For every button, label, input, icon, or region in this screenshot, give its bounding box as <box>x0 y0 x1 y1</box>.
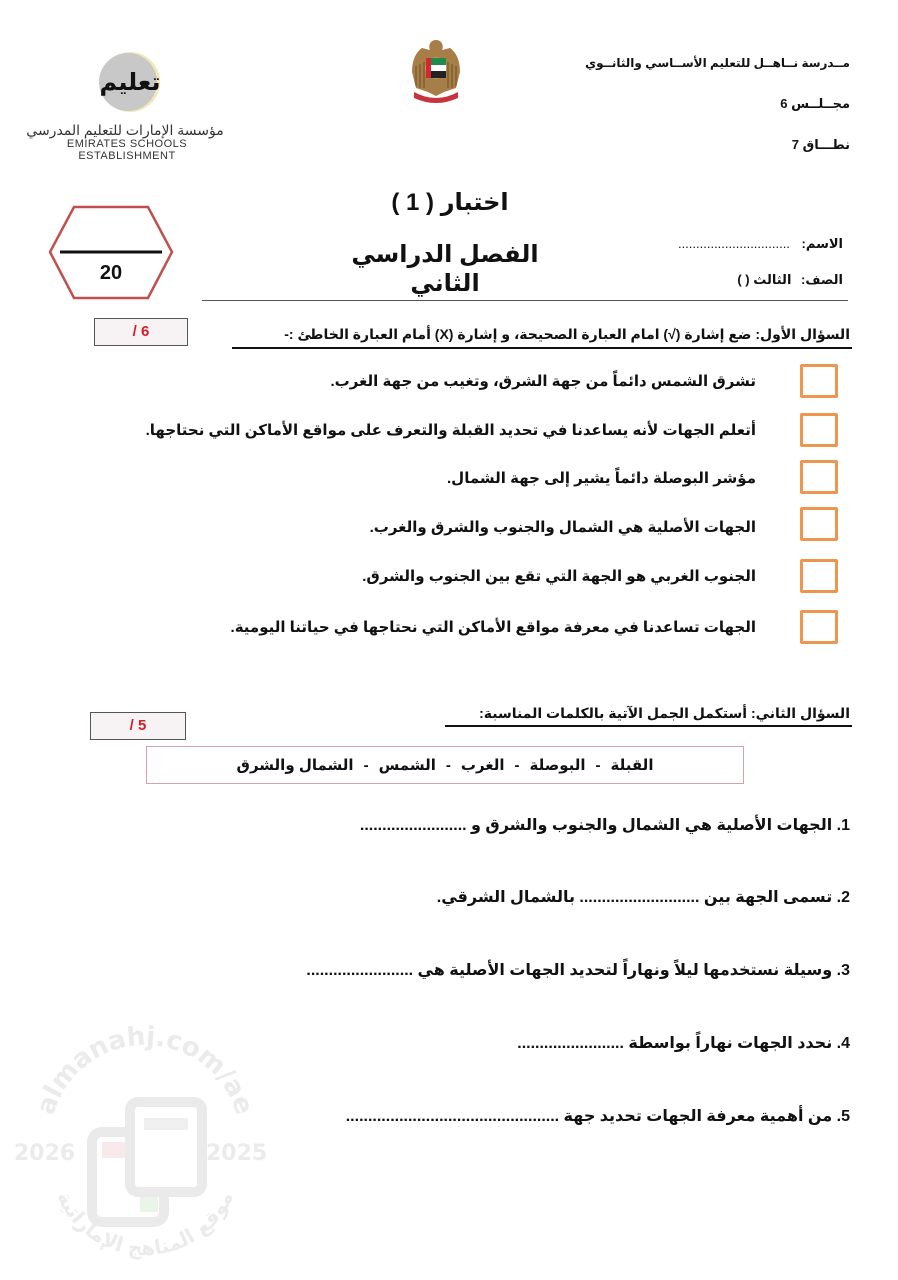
nitaq-value: 7 <box>791 137 799 152</box>
logo-name-arabic: مؤسسة الإمارات للتعليم المدرسي <box>26 122 224 138</box>
q1-statement: مؤشر البوصلة دائماً يشير إلى جهة الشمال. <box>447 470 756 487</box>
q2-item[interactable]: 1. الجهات الأصلية هي الشمال والجنوب والشرق و ........................ <box>359 817 850 834</box>
q2-mark-box[interactable]: / 5 <box>90 712 186 740</box>
school-name: مــدرسة نــاهــل للتعليم الأســاسي والثانــوي <box>585 56 850 70</box>
uae-emblem-icon <box>408 38 464 104</box>
word-bank-item: الشمس <box>378 757 436 774</box>
q1-answer-box[interactable] <box>800 413 838 447</box>
q1-answer-box[interactable] <box>800 507 838 541</box>
total-score-hexagon <box>48 205 174 300</box>
q1-statement: تشرق الشمس دائماً من جهة الشرق، وتغيب من جهة الغرب. <box>330 373 756 390</box>
q2-item[interactable]: 2. تسمى الجهة بين ........................... بالشمال الشرقي. <box>436 889 850 906</box>
watermark-url: almanahj.com/ae <box>31 1021 259 1119</box>
q1-statement: الجنوب الغربي هو الجهة التي تقع بين الجنوب والشرق. <box>362 568 756 585</box>
q1-heading-underline <box>232 347 852 349</box>
word-bank-item: البوصلة <box>529 757 586 774</box>
word-separator: - <box>514 756 520 774</box>
q2-item[interactable]: 5. من أهمية معرفة الجهات تحديد جهة ................................................ <box>345 1108 850 1125</box>
logo-mark-text: تعليم <box>99 68 161 96</box>
majlis-label: مجــلــس <box>791 96 850 111</box>
logo-name-english: EMIRATES SCHOOLS ESTABLISHMENT <box>66 138 188 162</box>
q1-statement: الجهات الأصلية هي الشمال والجنوب والشرق والغرب. <box>369 519 756 536</box>
majlis-line <box>780 96 850 112</box>
q1-answer-box[interactable] <box>800 559 838 593</box>
q1-statement: الجهات تساعدنا في معرفة مواقع الأماكن التي نحتاجها في حياتنا اليومية. <box>230 619 756 636</box>
almanahj-watermark <box>10 1020 280 1260</box>
watermark-year-left: 2026 <box>14 1141 76 1166</box>
word-bank-item: الشمال والشرق <box>236 757 354 774</box>
nitaq-label: نطـــاق <box>802 137 850 152</box>
header-separator <box>202 300 848 301</box>
q1-statement: أتعلم الجهات لأنه يساعدنا في تحديد القبلة والتعرف على مواقع الأماكن التي نحتاجها. <box>145 422 756 439</box>
word-bank-item: القبلة <box>610 757 654 774</box>
q2-heading-underline <box>445 725 852 727</box>
q1-answer-box[interactable] <box>800 610 838 644</box>
q1-answer-box[interactable] <box>800 364 838 398</box>
class-value: الثالث ( ) <box>737 272 792 287</box>
q2-item[interactable]: 4. نحدد الجهات نهاراً بواسطة ........................ <box>517 1035 850 1052</box>
name-label: الاسم: <box>801 236 843 251</box>
name-dots: ............................... <box>677 236 790 251</box>
tamleem-logo <box>94 46 166 118</box>
total-score: 20 <box>99 262 123 284</box>
exam-title: اختبار ( 1 ) <box>391 189 509 216</box>
watermark-year-right: 2025 <box>206 1141 268 1166</box>
word-separator: - <box>595 756 601 774</box>
q1-mark-box[interactable]: / 6 <box>94 318 188 346</box>
class-label: الصف: <box>801 272 843 287</box>
nitaq-line <box>792 137 850 153</box>
student-name-field[interactable] <box>678 236 843 252</box>
watermark-arabic: موقع المناهج الإماراتية <box>52 1187 238 1260</box>
q2-heading: السؤال الثاني: أستكمل الجمل الآتية بالكلمات المناسبة: <box>479 705 850 721</box>
q2-item[interactable]: 3. وسيلة نستخدمها ليلاً ونهاراً لتحديد الجهات الأصلية هي ........................ <box>306 962 850 979</box>
class-field[interactable] <box>737 272 843 288</box>
word-bank <box>146 746 744 784</box>
q1-heading: السؤال الأول: ضع إشارة (√) امام العبارة الصحيحة، و إشارة (X) أمام العبارة الخاطئ :- <box>284 326 850 342</box>
word-separator: - <box>445 756 451 774</box>
word-separator: - <box>363 756 369 774</box>
majlis-value: 6 <box>780 96 788 111</box>
word-bank-item: الغرب <box>460 757 505 774</box>
exam-term: الفصل الدراسي الثاني <box>351 241 539 297</box>
q1-answer-box[interactable] <box>800 460 838 494</box>
